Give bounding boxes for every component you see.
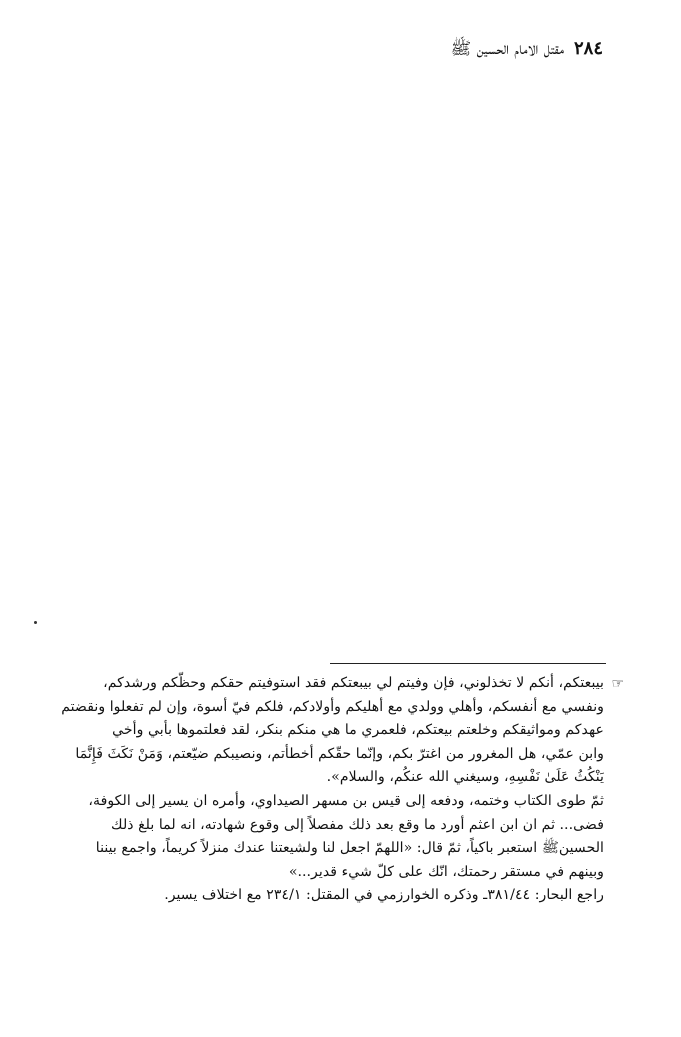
footnote-divider [330, 663, 606, 664]
footnote-line: وبينهم في مستقر رحمتك، انّك على كلّ شيء قدير...» [288, 863, 604, 880]
footnote-line: بيبعتكم، أنكم لا تخذلوني، فإن وفيتم لي بيبعتكم فقد استوفيتم حقكم وحظّكم ورشدكم، [103, 675, 604, 691]
running-header [451, 38, 603, 63]
hand-pointing-icon: ☞ [611, 676, 624, 692]
footnote-line: وابن عمّي، هل المغرور من اغترّ بكم، وإنّما حقّكم أخطأتم، ونصيبكم ضيّعتم، وَمَنْ نَكَثَ فَإِنَّمَا [75, 745, 604, 762]
footnote-line: عهدكم ومواثيقكم وخلعتم بيعتكم، فلعمري ما هي منكم بنكر، لقد فعلتموها بأبي وأخي [112, 722, 604, 739]
page-number: ٢٨٤ [573, 38, 603, 59]
stray-mark [34, 621, 37, 624]
footnote-narrative [48, 790, 604, 884]
footnote-line: ثمّ طوى الكتاب وختمه، ودفعه إلى قيس بن مسهر الصيداوي، وأمره ان يسير إلى الكوفة، [88, 792, 604, 809]
reference-line: راجع البحار: ٣٨١/٤٤ـ وذكره الخوارزمي في المقتل: ٢٣٤/١ مع اختلاف يسير. [164, 887, 604, 904]
footnote-quote [48, 672, 624, 790]
footnote-section [48, 672, 624, 908]
footnote-reference [48, 884, 604, 908]
footnote-line: يَنْكُثُ عَلَىٰ نَفْسِهِ، وسيغني الله عنكُم، والسلام». [326, 769, 604, 786]
footnote-line: الحسينﷺ استعبر باكياً، ثمّ قال: «اللهمّ اجعل لنا ولشيعتنا عندك منزلاً كريماً، واجمع بيننا [95, 840, 604, 857]
book-title: مقتل الامام الحسين ﷺ [450, 39, 564, 59]
footnote-line: فضى... ثم ان ابن اعثم أورد ما وقع بعد ذلك مفصلاً إلى وقوع شهادته، انه لما بلغ ذلك [111, 816, 604, 833]
footnote-line: ونفسي مع أنفسكم، وأهلي وولدي مع أهليكم وأولادكم، فلكم فيّ أسوة، وإن لم تفعلوا ونقضتم [61, 698, 604, 715]
